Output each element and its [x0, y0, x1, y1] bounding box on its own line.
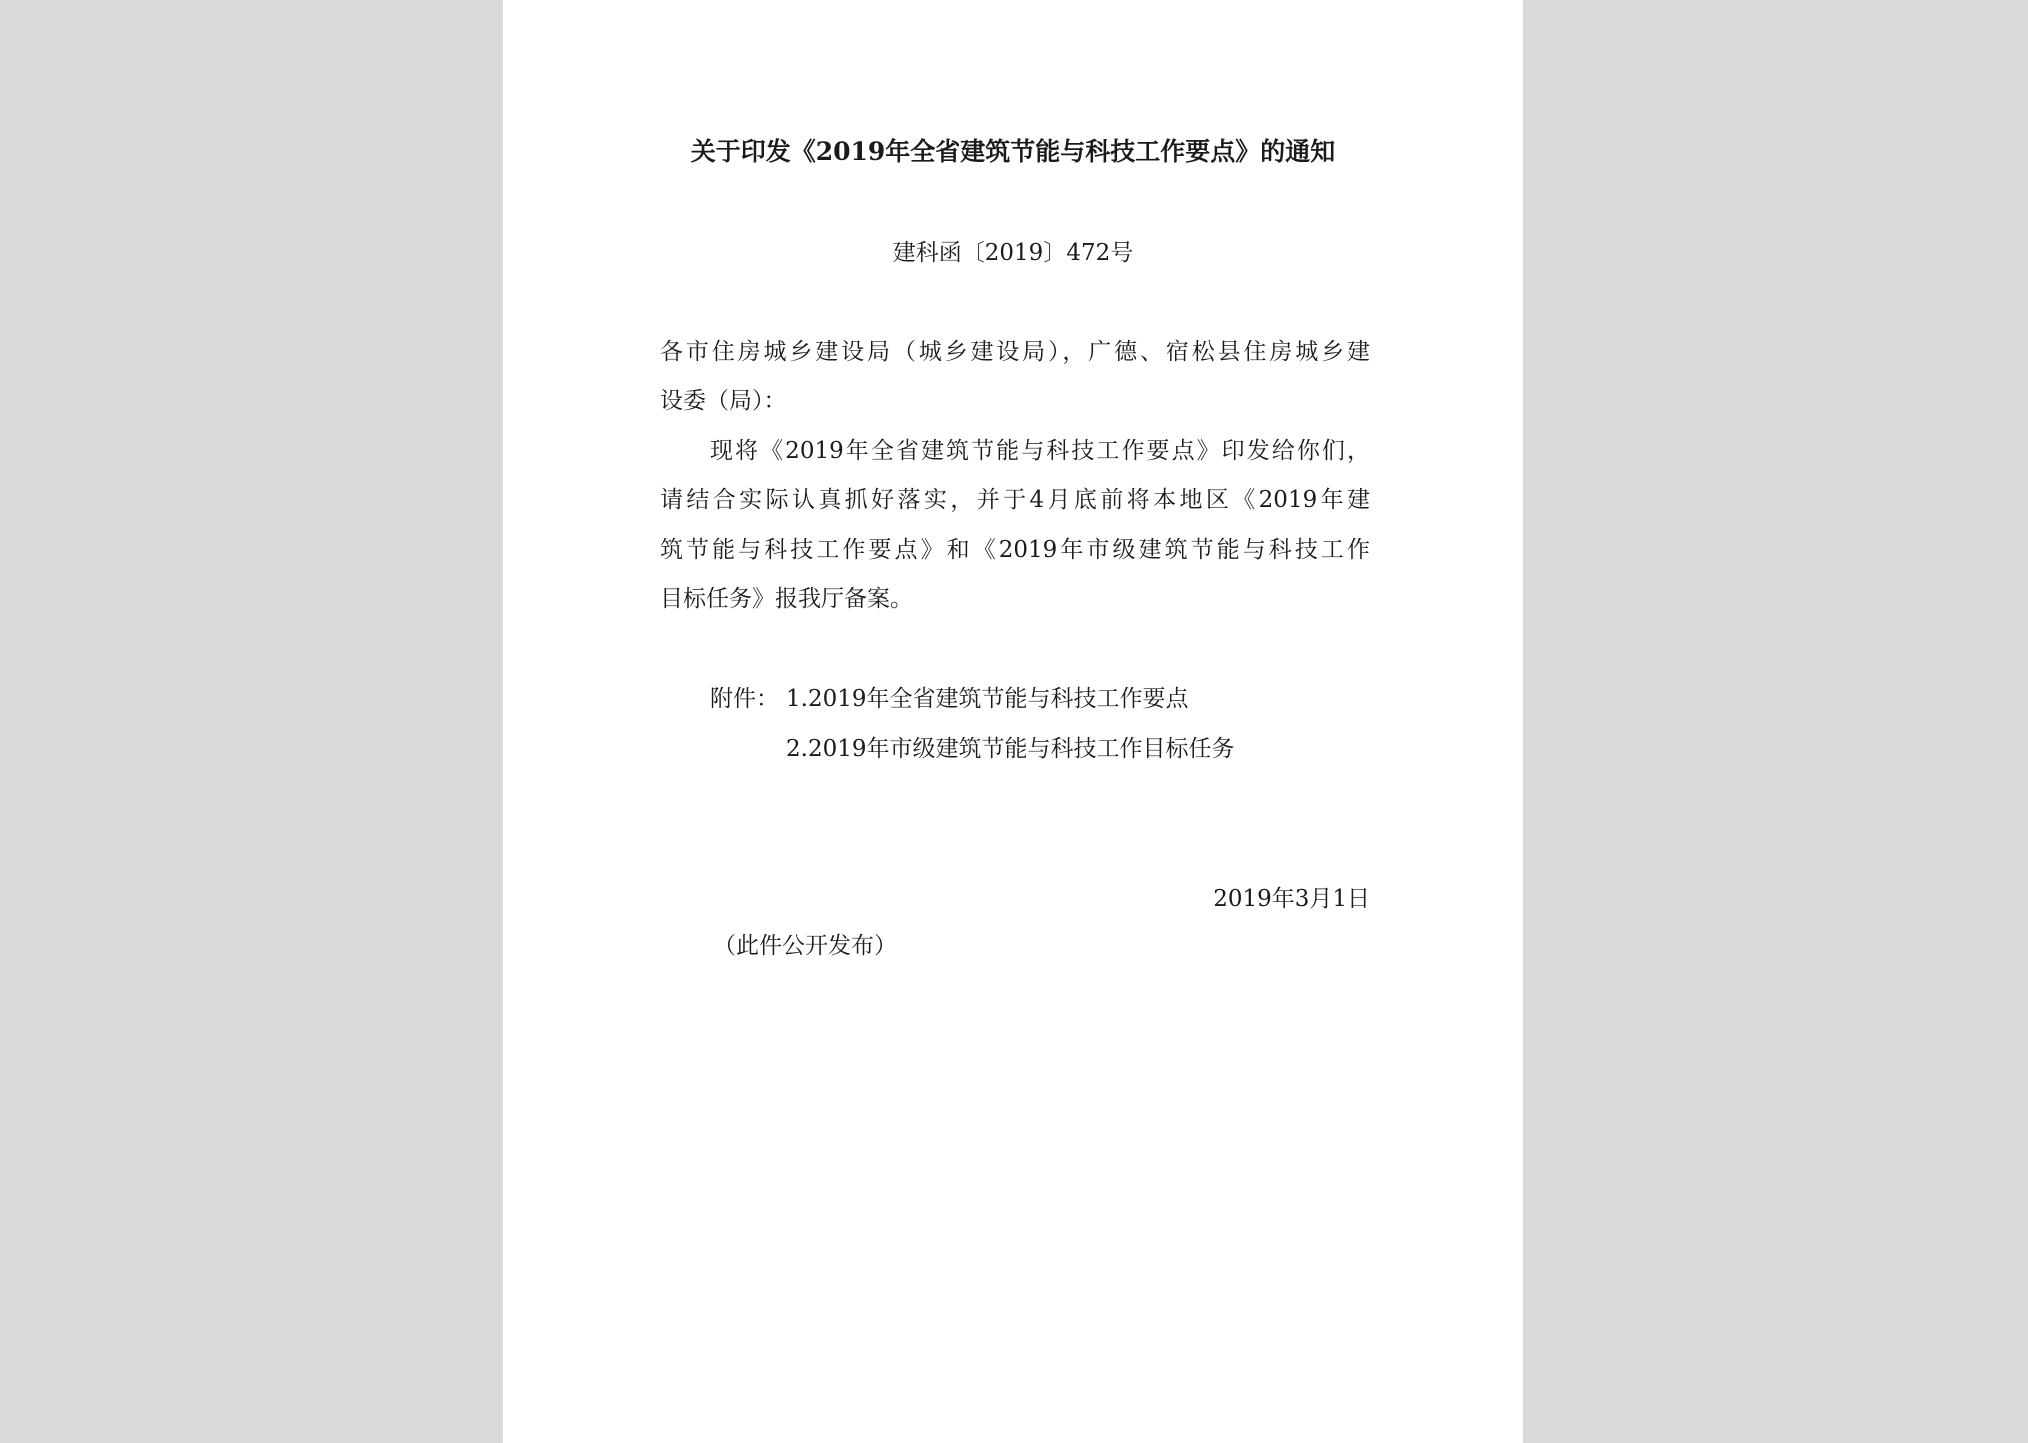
body-line: 筑节能与科技工作要点》和《2019年市级建筑节能与科技工作 — [660, 537, 1370, 563]
publication-note: （此件公开发布） — [713, 933, 897, 959]
document-number: 建科函〔2019〕472号 — [892, 240, 1134, 266]
document-date: 2019年3月1日 — [1213, 886, 1370, 912]
attachments-label: 附件： — [710, 686, 779, 712]
body-line: 现将《2019年全省建筑节能与科技工作要点》印发给你们， — [710, 438, 1370, 464]
addressee-line: 各市住房城乡建设局（城乡建设局），广德、宿松县住房城乡建 — [660, 339, 1370, 365]
document-title: 关于印发《2019年全省建筑节能与科技工作要点》的通知 — [690, 137, 1336, 166]
addressee-line: 设委（局）： — [660, 388, 787, 414]
body-line: 目标任务》报我厅备案。 — [660, 586, 913, 612]
document-page — [503, 0, 1523, 1443]
attachment-item: 1.2019年全省建筑节能与科技工作要点 — [786, 686, 1189, 712]
body-line: 请结合实际认真抓好落实，并于4月底前将本地区《2019年建 — [660, 487, 1370, 513]
attachment-item: 2.2019年市级建筑节能与科技工作目标任务 — [786, 736, 1235, 762]
